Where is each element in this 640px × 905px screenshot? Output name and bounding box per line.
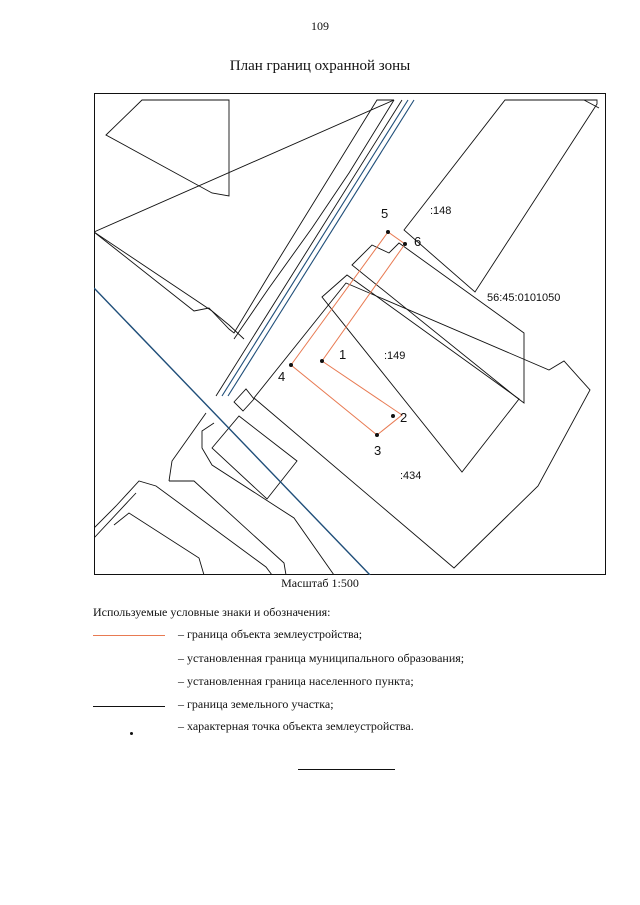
parcel-boundaries [94, 100, 599, 575]
parcel-label-434: :434 [400, 470, 422, 482]
map-frame [95, 94, 606, 575]
legend-text: – граница объекта землеустройства; [178, 627, 363, 641]
legend-sample-point [130, 732, 133, 735]
scale-label: Масштаб 1:500 [281, 576, 359, 590]
legend-item-municipal-boundary [93, 651, 593, 667]
parcel-lower-left-b [94, 493, 136, 538]
point-label-2: 2 [400, 410, 408, 425]
boundary-map [94, 93, 606, 575]
legend-sample-orange-line [93, 635, 165, 636]
cadastral-quarter-label: 56:45:0101050 [487, 292, 561, 304]
parcel-top-left [106, 100, 229, 196]
parcel-curb [202, 423, 334, 575]
point-label-1: 1 [339, 347, 347, 362]
legend-item-land-parcel-boundary [93, 697, 593, 713]
point-label-5: 5 [381, 206, 389, 221]
point-label-3: 3 [374, 443, 382, 458]
parcel-434 [254, 283, 590, 568]
parcel-left-edge [94, 100, 394, 333]
legend-text: – установленная граница населенного пункта; [178, 674, 414, 688]
point-4-marker [289, 363, 293, 367]
page-title: План границ охранной зоны [229, 58, 411, 74]
object-boundary [291, 232, 408, 435]
parcel-label-149: :149 [384, 350, 406, 362]
parcel-left-bottom [94, 232, 244, 339]
legend-text: – граница земельного участка; [178, 697, 334, 711]
parcel-lower-left-c [169, 481, 286, 575]
legend-item-settlement-boundary [93, 674, 593, 690]
legend-sample-black-line [93, 706, 165, 707]
point-label-6: 6 [414, 234, 422, 249]
legend-item-characteristic-point [93, 719, 593, 735]
point-6-marker [403, 242, 407, 246]
parcel-148 [404, 100, 597, 292]
road-edge-right [234, 100, 394, 339]
footer-rule [298, 769, 395, 770]
legend-title: Используемые условные знаки и обозначения: [93, 605, 331, 619]
page-number: 109 [311, 19, 329, 33]
parcel-149-inner [322, 275, 519, 472]
point-2-marker [391, 414, 395, 418]
road-edge-left [169, 413, 206, 481]
small-structure [234, 389, 254, 411]
point-3-marker [375, 433, 379, 437]
point-5-marker [386, 230, 390, 234]
parcel-label-148: :148 [430, 205, 452, 217]
parcel-lower-left-d [114, 513, 204, 575]
legend-text: – установленная граница муниципального образования; [178, 651, 465, 665]
legend-item-object-boundary [93, 627, 593, 643]
point-label-4: 4 [278, 369, 286, 384]
road-line-3 [216, 100, 402, 396]
point-1-marker [320, 359, 324, 363]
road-line-2 [222, 100, 408, 396]
map-canvas [94, 93, 606, 575]
legend-text: – характерная точка объекта землеустройства. [178, 719, 414, 733]
parcel-149-upper [352, 243, 524, 403]
